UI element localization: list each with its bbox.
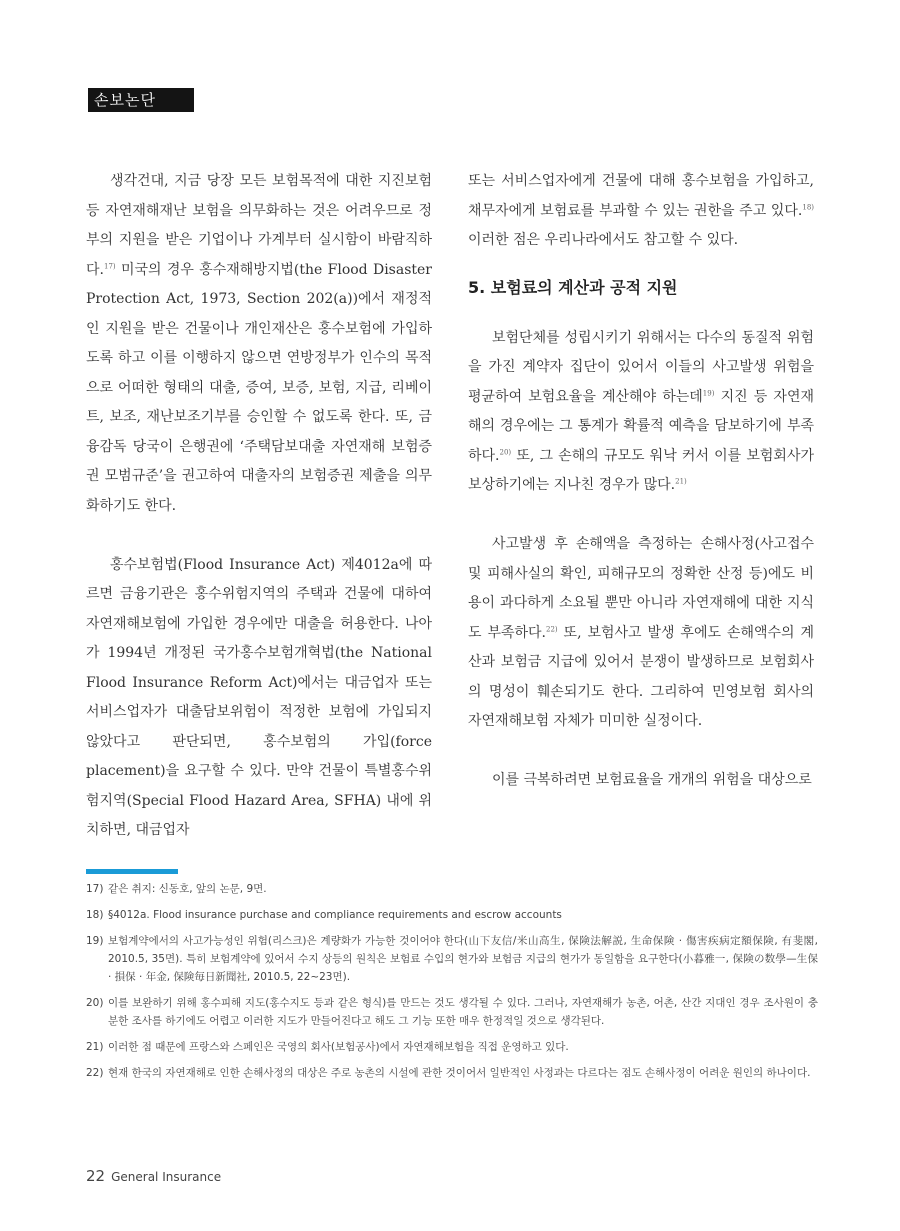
footnote-ref-17[interactable]: 17) [103, 261, 116, 270]
right-paragraph-1: 또는 서비스업자에게 건물에 대해 홍수보험을 가입하고, 채무자에게 보험료를 부과할 수 있는 권한을 주고 있다.$^{18)}$ 이러한 점은 우리나라에서도 참고할 수 있다. [468, 173, 814, 248]
footnote-ref-21[interactable]: 21) [675, 477, 687, 486]
left-paragraph-2: 홍수보험법(Flood Insurance Act) 제4012a에 따르면 금융기관은 홍수위험지역의 주택과 건물에 대하여 자연재해보험에 가입한 경우에만 대출을 허용한다. 나아가 1994년 개정된 국가홍수보험개혁법(the National Flood Insurance Reform Act)에서는 대금업자 또는 서비스업자가 대출담보위험이 적정한 보험에 가입되지 않았다고 판단되면, 홍수보험의 가입(force placement)을 요구할 수 있다. 만약 건물이 특별홍수위험지역(Special Flood Hazard Area, SFHA) 내에 위치하면, 대금업자 [86, 556, 432, 838]
footnotes [86, 880, 818, 1090]
left-column [86, 167, 432, 846]
footnote-18 [86, 906, 818, 924]
footnote-number: 19) [86, 935, 104, 947]
left-paragraph-1: 생각건대, 지금 당장 모든 보험목적에 대한 지진보험 등 자연재해재난 보험을 의무화하는 것은 어려우므로 정부의 지원을 받은 기업이나 가계부터 실시함이 바람직하다.$^{17)}$ 미국의 경우 홍수재해방지법(the Flood Disaster Protection Act, 1973, Section 202(a))에서 재정적인 지원을 받은 건물이나 개인재산은 홍수보험에 가입하도록 하고 이를 이행하지 않으면 연방정부가 인수의 목적으로 어떠한 형태의 대출, 증여, 보증, 보험, 지급, 리베이트, 보조, 재난보조기부를 승인할 수 없도록 한다. 또, 금융감독 당국이 은행권에 ‘주택담보대출 자연재해 보험증권 모범규준’을 권고하여 대출자의 보험증권 제출을 의무화하기도 한다. [86, 173, 432, 514]
right-column [468, 167, 814, 796]
page-number: 22 [86, 1167, 106, 1185]
footnote-text: §4012a. Flood insurance purchase and compliance requirements and escrow accounts [108, 909, 562, 921]
footnote-22 [86, 1064, 818, 1082]
footnote-number: 21) [86, 1041, 104, 1053]
footnote-text: 같은 취지: 신동호, 앞의 논문, 9면. [108, 883, 267, 895]
footnote-17 [86, 880, 818, 898]
footnote-divider [86, 869, 178, 874]
section-heading: 5. 보험료의 계산과 공적 지원 [468, 277, 678, 297]
page-footer [86, 1166, 221, 1185]
footnote-text: 보험계약에서의 사고가능성인 위험(리스크)은 계량화가 가능한 것이어야 한다(山下友信/米山高生, 保険法解説, 生命保険 · 傷害疾病定額保険, 有斐閣, 2010.5, 35면). 특히 보험계약에 있어서 수지 상등의 원칙은 보험료 수입의 현가와 보험금 지급의 현가가 동일함을 요구한다(小暮雅一, 保険の数學—生保 · 損保 · 年金, 保険毎日新聞社, 2010.5, 22~23면). [108, 935, 818, 983]
publication-name: General Insurance [111, 1170, 222, 1184]
footnote-21 [86, 1038, 818, 1056]
footnote-ref-18[interactable]: 18) [802, 202, 814, 211]
section-tag: 손보논단 [88, 88, 194, 112]
footnote-20 [86, 994, 818, 1030]
footnote-19 [86, 932, 818, 986]
right-paragraph-2: 보험단체를 성립시키기 위해서는 다수의 동질적 위험을 가진 계약자 집단이 있어서 이들의 사고발생 위험을 평균하여 보험요율을 계산해야 하는데$^{19)}$ 지진 등 자연재해의 경우에는 그 통계가 확률적 예측을 담보하기에 부족하다.$^{20)}$ 또, 그 손해의 규모도 워낙 커서 이를 보험회사가 보상하기에는 지나친 경우가 많다.$^{21)}$ [468, 329, 814, 493]
footnote-ref-22[interactable]: 22) [546, 624, 558, 633]
footnote-text: 현재 한국의 자연재해로 인한 손해사정의 대상은 주로 농촌의 시설에 관한 것이어서 일반적인 사정과는 다르다는 점도 손해사정이 어려운 원인의 하나이다. [108, 1067, 811, 1079]
right-paragraph-3: 사고발생 후 손해액을 측정하는 손해사정(사고접수 및 피해사실의 확인, 피해규모의 정확한 산정 등)에도 비용이 과다하게 소요될 뿐만 아니라 자연재해에 대한 지식도 부족하다.$^{22)}$ 또, 보험사고 발생 후에도 손해액수의 계산과 보험금 지급에 있어서 분쟁이 발생하므로 보험회사의 명성이 훼손되기도 한다. 그리하여 민영보험 회사의 자연재해보험 자체가 미미한 실정이다. [468, 536, 814, 729]
footnote-number: 18) [86, 909, 104, 921]
footnote-text: 이러한 점 때문에 프랑스와 스페인은 국영의 회사(보험공사)에서 자연재해보험을 직접 운영하고 있다. [108, 1041, 569, 1053]
footnote-number: 22) [86, 1067, 104, 1079]
footnote-number: 20) [86, 997, 104, 1009]
footnote-number: 17) [86, 883, 104, 895]
footnote-ref-19[interactable]: 19) [702, 388, 715, 397]
footnote-text: 이를 보완하기 위해 홍수피해 지도(홍수지도 등과 같은 형식)를 만드는 것도 생각될 수 있다. 그러나, 자연재해가 농촌, 어촌, 산간 지대인 경우 조사원이 충분한 조사를 하기에도 어렵고 이러한 지도가 만들어진다고 해도 그 기능 또한 매우 한정적일 것으로 생각된다. [108, 997, 818, 1027]
footnote-ref-20[interactable]: 20) [499, 447, 512, 456]
right-paragraph-4: 이를 극복하려면 보험료율을 개개의 위험을 대상으로 [492, 772, 812, 788]
